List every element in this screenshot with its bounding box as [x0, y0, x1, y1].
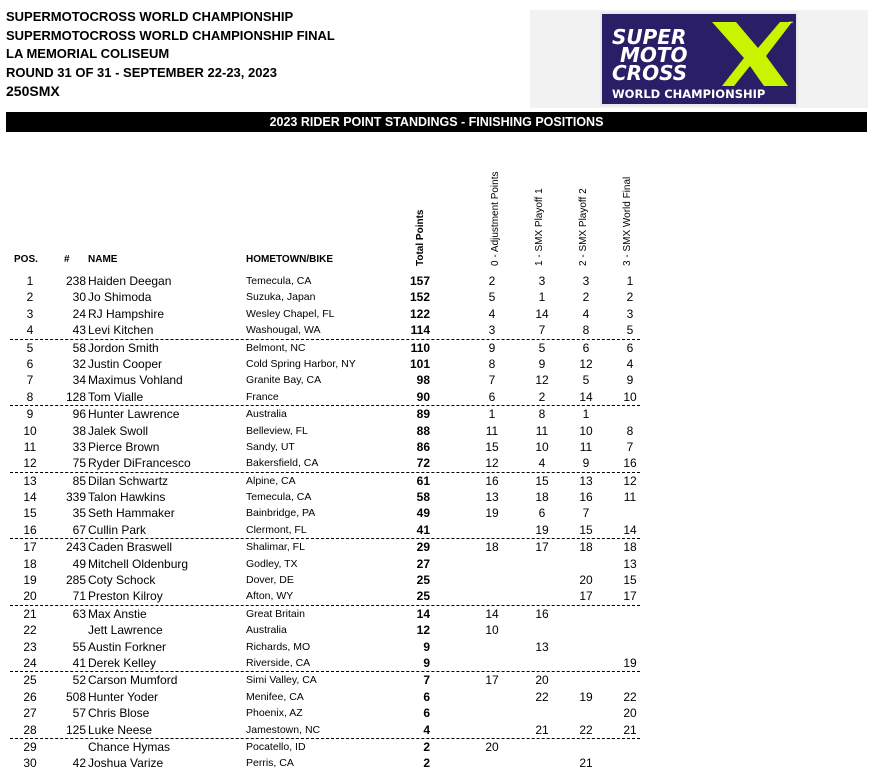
cell-total-points: 90 [416, 389, 430, 404]
cell-playoff-1: 15 [535, 473, 549, 488]
cell-playoff-2: 17 [579, 589, 593, 604]
cell-pos: 29 [23, 739, 37, 754]
cell-hometown: Temecula, CA [246, 491, 312, 504]
cell-world-final: 18 [623, 540, 637, 555]
cell-name: Caden Braswell [88, 540, 173, 555]
cell-number: 34 [72, 373, 86, 388]
cell-pos: 20 [23, 589, 37, 604]
table-row [10, 505, 640, 521]
cell-number: 508 [65, 689, 86, 704]
cell-name: Chance Hymas [88, 739, 171, 754]
cell-hometown: Dover, DE [246, 574, 294, 587]
cell-hometown: Australia [246, 624, 287, 637]
col-adjustment-points: 0 - Adjustment Points [490, 171, 501, 266]
cell-number: 58 [72, 340, 86, 355]
cell-playoff-1: 8 [538, 407, 546, 422]
cell-number: 63 [72, 606, 86, 621]
cell-total-points: 12 [416, 623, 430, 638]
cell-hometown: Belmont, NC [246, 341, 306, 354]
cell-total-points: 25 [416, 589, 430, 604]
table-row [10, 739, 640, 755]
cell-number: 49 [72, 556, 86, 571]
cell-hometown: Washougal, WA [246, 324, 321, 337]
cell-name: Levi Kitchen [88, 323, 154, 338]
cell-hometown: Pocatello, ID [246, 740, 306, 753]
cell-playoff-1: 19 [535, 522, 549, 537]
round-date: ROUND 31 OF 31 - SEPTEMBER 22-23, 2023 [6, 64, 277, 80]
cell-pos: 1 [26, 274, 34, 288]
cell-hometown: Jamestown, NC [246, 723, 321, 736]
cell-playoff-2: 7 [582, 506, 590, 521]
cell-number: 238 [65, 274, 86, 288]
table-row [10, 439, 640, 455]
cell-name: Hunter Lawrence [88, 407, 180, 422]
cell-number: 55 [72, 639, 86, 654]
cell-playoff-2: 10 [579, 423, 593, 438]
col-playoff-1: 1 - SMX Playoff 1 [534, 188, 545, 266]
col-playoff-2: 2 - SMX Playoff 2 [578, 188, 589, 266]
cell-hometown: Godley, TX [246, 557, 298, 570]
cell-total-points: 89 [416, 407, 430, 422]
cell-total-points: 98 [416, 373, 430, 388]
cell-number: 43 [72, 323, 86, 338]
cell-playoff-1: 13 [535, 639, 549, 654]
cell-adjustment: 17 [485, 673, 499, 688]
cell-playoff-1: 1 [538, 290, 546, 305]
cell-hometown: Great Britain [246, 607, 305, 620]
cell-total-points: 88 [416, 423, 430, 438]
class-label: 250SMX [6, 83, 60, 100]
cell-number: 125 [65, 722, 86, 737]
cell-adjustment: 15 [485, 439, 499, 454]
cell-playoff-2: 16 [579, 490, 593, 505]
cell-name: Max Anstie [88, 606, 147, 621]
table-row [10, 672, 640, 688]
cell-pos: 27 [23, 706, 37, 721]
cell-world-final: 16 [623, 456, 637, 471]
cell-hometown: Bakersfield, CA [246, 457, 319, 470]
cell-adjustment: 1 [488, 407, 496, 422]
cell-hometown: Richards, MO [246, 640, 311, 653]
cell-pos: 25 [23, 673, 37, 688]
logo-area [530, 10, 868, 108]
cell-total-points: 6 [423, 706, 430, 721]
cell-world-final: 2 [626, 290, 634, 305]
table-row [10, 705, 640, 721]
cell-playoff-1: 4 [538, 456, 546, 471]
cell-name: RJ Hampshire [88, 306, 165, 321]
cell-playoff-2: 9 [582, 456, 590, 471]
table-row [10, 606, 640, 622]
cell-hometown: Phoenix, AZ [246, 707, 303, 720]
cell-world-final: 6 [626, 340, 634, 355]
cell-total-points: 2 [423, 739, 430, 754]
cell-number: 42 [72, 756, 86, 771]
cell-total-points: 9 [423, 655, 430, 670]
cell-adjustment: 3 [488, 323, 496, 338]
cell-name: Dilan Schwartz [88, 473, 169, 488]
col-hometown: HOMETOWN/BIKE [246, 254, 334, 265]
cell-hometown: Temecula, CA [246, 275, 312, 287]
cell-hometown: Menifee, CA [246, 690, 304, 703]
cell-hometown: Suzuka, Japan [246, 291, 316, 304]
cell-playoff-2: 21 [579, 756, 593, 771]
cell-pos: 14 [23, 490, 37, 505]
logo-text-cross: CROSS [612, 61, 688, 85]
cell-playoff-1: 9 [538, 356, 546, 371]
cell-total-points: 27 [416, 556, 430, 571]
cell-total-points: 4 [423, 722, 430, 737]
cell-hometown: Granite Bay, CA [246, 374, 322, 387]
cell-world-final: 3 [626, 306, 634, 321]
cell-name: Luke Neese [88, 722, 153, 737]
table-row [10, 289, 640, 305]
table-row [10, 489, 640, 505]
cell-name: Haiden Deegan [88, 274, 172, 288]
cell-playoff-2: 22 [579, 722, 593, 737]
cell-world-final: 22 [623, 689, 637, 704]
cell-playoff-1: 3 [538, 274, 546, 288]
cell-world-final: 17 [623, 589, 637, 604]
cell-adjustment: 19 [485, 506, 499, 521]
cell-adjustment: 11 [485, 423, 499, 438]
cell-playoff-2: 20 [579, 573, 593, 588]
cell-number: 35 [72, 506, 86, 521]
cell-name: Preston Kilroy [88, 589, 163, 604]
table-row [10, 340, 640, 356]
cell-hometown: Afton, WY [246, 590, 294, 603]
cell-name: Joshua Varize [88, 756, 164, 771]
venue: LA MEMORIAL COLISEUM [6, 46, 170, 62]
cell-playoff-2: 8 [582, 323, 590, 338]
cell-pos: 12 [23, 456, 37, 471]
cell-number: 96 [72, 407, 86, 422]
cell-playoff-2: 1 [582, 407, 590, 422]
cell-world-final: 5 [626, 323, 634, 338]
cell-total-points: 7 [423, 673, 430, 688]
cell-name: Seth Hammaker [88, 506, 175, 521]
event-title: SUPERMOTOCROSS WORLD CHAMPIONSHIP FINAL [6, 27, 335, 43]
cell-world-final: 1 [626, 274, 634, 288]
cell-world-final: 20 [623, 706, 637, 721]
cell-playoff-2: 14 [579, 389, 593, 404]
cell-playoff-1: 17 [535, 540, 549, 555]
cell-playoff-1: 18 [535, 490, 549, 505]
cell-name: Chris Blose [88, 706, 150, 721]
cell-name: Pierce Brown [88, 439, 160, 454]
cell-pos: 17 [23, 540, 37, 555]
cell-pos: 15 [23, 506, 37, 521]
cell-pos: 3 [26, 306, 34, 321]
cell-pos: 6 [26, 356, 34, 371]
table-row [10, 539, 640, 555]
table-row [10, 306, 640, 322]
cell-pos: 11 [23, 439, 37, 454]
table-row [10, 455, 640, 472]
cell-hometown: Bainbridge, PA [246, 507, 316, 520]
cell-playoff-1: 22 [535, 689, 549, 704]
cell-number: 30 [72, 290, 86, 305]
cell-world-final: 10 [623, 389, 637, 404]
cell-pos: 8 [26, 389, 34, 404]
col-world-final: 3 - SMX World Final [622, 176, 633, 266]
cell-playoff-1: 2 [538, 389, 546, 404]
cell-world-final: 15 [623, 573, 637, 588]
table-row [10, 622, 640, 638]
cell-adjustment: 12 [485, 456, 499, 471]
table-row [10, 372, 640, 388]
cell-playoff-2: 18 [579, 540, 593, 555]
cell-number: 33 [72, 439, 86, 454]
cell-hometown: Belleview, FL [246, 424, 308, 437]
cell-hometown: France [246, 390, 279, 403]
logo-text-moto: MOTO [620, 43, 688, 67]
table-row [10, 755, 640, 771]
cell-playoff-1: 14 [535, 306, 549, 321]
table-row [10, 406, 640, 422]
cell-playoff-2: 6 [582, 340, 590, 355]
cell-total-points: 49 [416, 506, 430, 521]
cell-number: 85 [72, 473, 86, 488]
cell-total-points: 72 [416, 456, 430, 471]
cell-total-points: 41 [416, 522, 430, 537]
cell-number: 52 [72, 673, 86, 688]
cell-pos: 30 [23, 756, 37, 771]
cell-number: 32 [72, 356, 86, 371]
cell-world-final: 8 [626, 423, 634, 438]
cell-number: 24 [72, 306, 86, 321]
logo-text-super: SUPER [612, 25, 687, 49]
cell-playoff-2: 19 [579, 689, 593, 704]
table-row [10, 389, 640, 406]
cell-world-final: 11 [623, 490, 637, 505]
cell-pos: 13 [23, 473, 37, 488]
cell-total-points: 86 [416, 439, 430, 454]
cell-total-points: 152 [409, 290, 430, 305]
cell-world-final: 9 [626, 373, 634, 388]
cell-hometown: Shalimar, FL [246, 541, 305, 554]
cell-name: Jett Lawrence [88, 623, 163, 638]
cell-world-final: 14 [623, 522, 637, 537]
cell-hometown: Wesley Chapel, FL [246, 307, 335, 320]
table-row [10, 273, 640, 289]
cell-playoff-2: 3 [582, 274, 590, 288]
cell-number: 38 [72, 423, 86, 438]
cell-total-points: 101 [409, 356, 430, 371]
cell-hometown: Australia [246, 408, 287, 421]
table-row [10, 588, 640, 605]
cell-number: 75 [72, 456, 86, 471]
cell-pos: 9 [26, 407, 34, 422]
cell-adjustment: 7 [488, 373, 496, 388]
table-row [10, 556, 640, 572]
cell-playoff-1: 12 [535, 373, 549, 388]
cell-pos: 5 [26, 340, 34, 355]
col-total-points: Total Points [415, 209, 426, 266]
cell-hometown: Alpine, CA [246, 474, 296, 487]
cell-total-points: 58 [416, 490, 430, 505]
cell-playoff-2: 15 [579, 522, 593, 537]
cell-pos: 22 [23, 623, 37, 638]
col-name: NAME [88, 254, 118, 265]
cell-name: Austin Forkner [88, 639, 167, 654]
cell-total-points: 114 [410, 323, 430, 338]
cell-total-points: 122 [409, 306, 430, 321]
event-header [6, 8, 335, 101]
table-row [10, 722, 640, 739]
logo-tm: ™ [788, 21, 794, 28]
cell-name: Justin Cooper [88, 356, 163, 371]
col-num: # [64, 254, 70, 265]
cell-name: Hunter Yoder [88, 689, 159, 704]
cell-number: 41 [72, 655, 86, 670]
cell-hometown: Simi Valley, CA [246, 674, 317, 687]
cell-adjustment: 4 [488, 306, 496, 321]
table-row [10, 322, 640, 339]
cell-adjustment: 18 [485, 540, 499, 555]
cell-playoff-2: 12 [579, 356, 593, 371]
table-row [10, 356, 640, 372]
cell-total-points: 14 [416, 606, 430, 621]
cell-playoff-2: 11 [579, 439, 593, 454]
cell-playoff-1: 21 [535, 722, 549, 737]
cell-world-final: 4 [626, 356, 634, 371]
cell-pos: 19 [23, 573, 37, 588]
cell-name: Coty Schock [88, 573, 156, 588]
cell-adjustment: 16 [485, 473, 499, 488]
cell-hometown: Cold Spring Harbor, NY [246, 357, 356, 370]
cell-name: Mitchell Oldenburg [88, 556, 189, 571]
cell-name: Derek Kelley [88, 655, 157, 670]
cell-adjustment: 20 [485, 739, 499, 754]
cell-playoff-1: 5 [538, 340, 546, 355]
cell-hometown: Riverside, CA [246, 656, 311, 669]
cell-number: 128 [65, 389, 86, 404]
cell-playoff-1: 16 [535, 606, 549, 621]
cell-playoff-2: 13 [579, 473, 593, 488]
cell-number: 285 [65, 573, 86, 588]
cell-pos: 18 [23, 556, 37, 571]
cell-number: 339 [65, 490, 86, 505]
standings-table [10, 273, 640, 772]
cell-adjustment: 9 [488, 340, 496, 355]
cell-name: Jordon Smith [88, 340, 159, 355]
cell-world-final: 7 [626, 439, 634, 454]
cell-pos: 26 [23, 689, 37, 704]
cell-number: 67 [72, 522, 86, 537]
cell-adjustment: 10 [485, 623, 499, 638]
cell-pos: 24 [23, 655, 37, 670]
cell-total-points: 25 [416, 573, 430, 588]
cell-playoff-1: 7 [538, 323, 546, 338]
cell-hometown: Perris, CA [246, 757, 294, 770]
cell-pos: 16 [23, 522, 37, 537]
cell-playoff-1: 10 [535, 439, 549, 454]
cell-playoff-1: 20 [535, 673, 549, 688]
logo-text-world: WORLD CHAMPIONSHIP [612, 87, 766, 101]
cell-adjustment: 5 [488, 290, 496, 305]
cell-playoff-2: 2 [582, 290, 590, 305]
cell-world-final: 12 [623, 473, 637, 488]
cell-pos: 23 [23, 639, 37, 654]
cell-total-points: 61 [416, 473, 430, 488]
cell-adjustment: 2 [488, 274, 496, 288]
table-row [10, 473, 640, 489]
cell-world-final: 21 [623, 722, 637, 737]
cell-pos: 7 [26, 373, 34, 388]
cell-pos: 28 [23, 722, 37, 737]
cell-world-final: 19 [623, 655, 637, 670]
cell-name: Tom Vialle [88, 389, 144, 404]
cell-pos: 2 [26, 290, 34, 305]
cell-total-points: 110 [410, 340, 430, 355]
cell-playoff-1: 11 [535, 423, 549, 438]
col-pos: POS. [14, 254, 38, 265]
smx-logo [600, 12, 798, 106]
cell-name: Maximus Vohland [88, 373, 183, 388]
cell-playoff-1: 6 [538, 506, 546, 521]
cell-name: Jalek Swoll [88, 423, 149, 438]
cell-hometown: Clermont, FL [246, 523, 307, 536]
cell-adjustment: 8 [488, 356, 496, 371]
cell-pos: 21 [23, 606, 37, 621]
cell-name: Ryder DiFrancesco [88, 456, 191, 471]
cell-pos: 10 [23, 423, 37, 438]
cell-number: 57 [72, 706, 86, 721]
cell-total-points: 29 [416, 540, 430, 555]
championship-title: SUPERMOTOCROSS WORLD CHAMPIONSHIP [6, 9, 294, 24]
table-row [10, 423, 640, 439]
cell-name: Cullin Park [88, 522, 147, 537]
cell-name: Carson Mumford [88, 673, 178, 688]
cell-adjustment: 6 [488, 389, 496, 404]
cell-world-final: 13 [623, 556, 637, 571]
cell-hometown: Sandy, UT [246, 440, 295, 453]
cell-number: 243 [65, 540, 86, 555]
cell-number: 71 [72, 589, 86, 604]
cell-adjustment: 14 [485, 606, 499, 621]
cell-playoff-2: 5 [582, 373, 590, 388]
cell-name: Talon Hawkins [88, 490, 166, 505]
table-row [10, 689, 640, 705]
standings-banner: 2023 RIDER POINT STANDINGS - FINISHING POSITIONS [6, 112, 867, 132]
table-row [10, 639, 640, 655]
table-row [10, 655, 640, 672]
table-row [10, 522, 640, 539]
cell-name: Jo Shimoda [88, 290, 152, 305]
cell-total-points: 2 [423, 756, 430, 771]
cell-playoff-2: 4 [582, 306, 590, 321]
table-row [10, 572, 640, 588]
cell-total-points: 9 [423, 639, 430, 654]
cell-total-points: 157 [409, 274, 430, 288]
cell-total-points: 6 [423, 689, 430, 704]
cell-adjustment: 13 [485, 490, 499, 505]
cell-pos: 4 [26, 323, 34, 338]
